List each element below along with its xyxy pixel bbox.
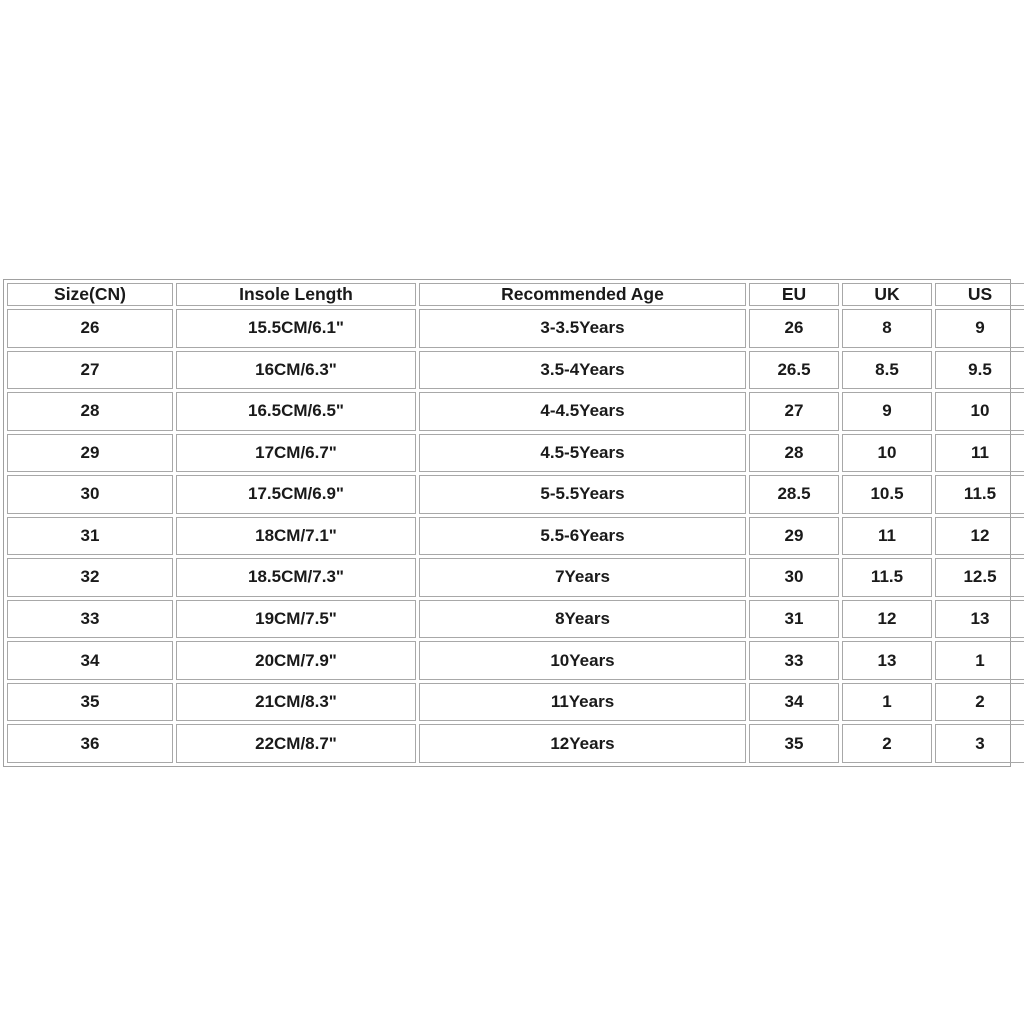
cell-eu: 35 — [749, 724, 839, 763]
table-row — [7, 558, 1024, 597]
cell-uk: 13 — [842, 641, 932, 680]
cell-eu: 28.5 — [749, 475, 839, 514]
cell-size-cn: 29 — [7, 434, 173, 473]
cell-insole-length: 16.5CM/6.5" — [176, 392, 416, 431]
cell-uk: 8.5 — [842, 351, 932, 390]
header-uk: UK — [842, 283, 932, 306]
cell-insole-length: 20CM/7.9" — [176, 641, 416, 680]
cell-size-cn: 32 — [7, 558, 173, 597]
cell-us: 2 — [935, 683, 1024, 722]
size-chart — [3, 279, 1011, 767]
cell-uk: 10 — [842, 434, 932, 473]
cell-insole-length: 15.5CM/6.1" — [176, 309, 416, 348]
cell-recommended-age: 5.5-6Years — [419, 517, 746, 556]
header-row — [7, 283, 1024, 306]
cell-us: 12 — [935, 517, 1024, 556]
cell-uk: 8 — [842, 309, 932, 348]
header-eu: EU — [749, 283, 839, 306]
cell-recommended-age: 4.5-5Years — [419, 434, 746, 473]
cell-insole-length: 17CM/6.7" — [176, 434, 416, 473]
cell-size-cn: 34 — [7, 641, 173, 680]
header-size-cn: Size(CN) — [7, 283, 173, 306]
cell-recommended-age: 3.5-4Years — [419, 351, 746, 390]
cell-uk: 12 — [842, 600, 932, 639]
cell-recommended-age: 3-3.5Years — [419, 309, 746, 348]
cell-uk: 1 — [842, 683, 932, 722]
cell-eu: 29 — [749, 517, 839, 556]
cell-us: 13 — [935, 600, 1024, 639]
cell-eu: 28 — [749, 434, 839, 473]
cell-uk: 11.5 — [842, 558, 932, 597]
cell-recommended-age: 8Years — [419, 600, 746, 639]
cell-insole-length: 18CM/7.1" — [176, 517, 416, 556]
cell-recommended-age: 5-5.5Years — [419, 475, 746, 514]
cell-eu: 26.5 — [749, 351, 839, 390]
cell-size-cn: 27 — [7, 351, 173, 390]
cell-insole-length: 18.5CM/7.3" — [176, 558, 416, 597]
cell-insole-length: 21CM/8.3" — [176, 683, 416, 722]
cell-insole-length: 16CM/6.3" — [176, 351, 416, 390]
header-us: US — [935, 283, 1024, 306]
cell-us: 9.5 — [935, 351, 1024, 390]
cell-size-cn: 31 — [7, 517, 173, 556]
table-row — [7, 641, 1024, 680]
cell-size-cn: 33 — [7, 600, 173, 639]
cell-size-cn: 30 — [7, 475, 173, 514]
cell-us: 11.5 — [935, 475, 1024, 514]
cell-insole-length: 22CM/8.7" — [176, 724, 416, 763]
cell-eu: 26 — [749, 309, 839, 348]
table-row — [7, 351, 1024, 390]
cell-us: 11 — [935, 434, 1024, 473]
cell-us: 9 — [935, 309, 1024, 348]
cell-uk: 2 — [842, 724, 932, 763]
cell-uk: 9 — [842, 392, 932, 431]
table-row — [7, 724, 1024, 763]
table-row — [7, 434, 1024, 473]
cell-eu: 33 — [749, 641, 839, 680]
cell-us: 10 — [935, 392, 1024, 431]
header-insole-length: Insole Length — [176, 283, 416, 306]
cell-us: 1 — [935, 641, 1024, 680]
cell-recommended-age: 11Years — [419, 683, 746, 722]
table-row — [7, 309, 1024, 348]
size-rows — [7, 309, 1024, 763]
cell-eu: 30 — [749, 558, 839, 597]
cell-eu: 34 — [749, 683, 839, 722]
cell-size-cn: 28 — [7, 392, 173, 431]
cell-uk: 11 — [842, 517, 932, 556]
cell-size-cn: 35 — [7, 683, 173, 722]
header-recommended-age: Recommended Age — [419, 283, 746, 306]
cell-size-cn: 26 — [7, 309, 173, 348]
cell-eu: 31 — [749, 600, 839, 639]
table-row — [7, 683, 1024, 722]
table-row — [7, 475, 1024, 514]
table-row — [7, 392, 1024, 431]
cell-us: 12.5 — [935, 558, 1024, 597]
cell-recommended-age: 7Years — [419, 558, 746, 597]
cell-recommended-age: 12Years — [419, 724, 746, 763]
cell-recommended-age: 4-4.5Years — [419, 392, 746, 431]
cell-insole-length: 17.5CM/6.9" — [176, 475, 416, 514]
cell-insole-length: 19CM/7.5" — [176, 600, 416, 639]
table-row — [7, 600, 1024, 639]
cell-eu: 27 — [749, 392, 839, 431]
table-row — [7, 517, 1024, 556]
cell-us: 3 — [935, 724, 1024, 763]
size-chart-table — [4, 280, 1024, 766]
cell-size-cn: 36 — [7, 724, 173, 763]
cell-recommended-age: 10Years — [419, 641, 746, 680]
cell-uk: 10.5 — [842, 475, 932, 514]
